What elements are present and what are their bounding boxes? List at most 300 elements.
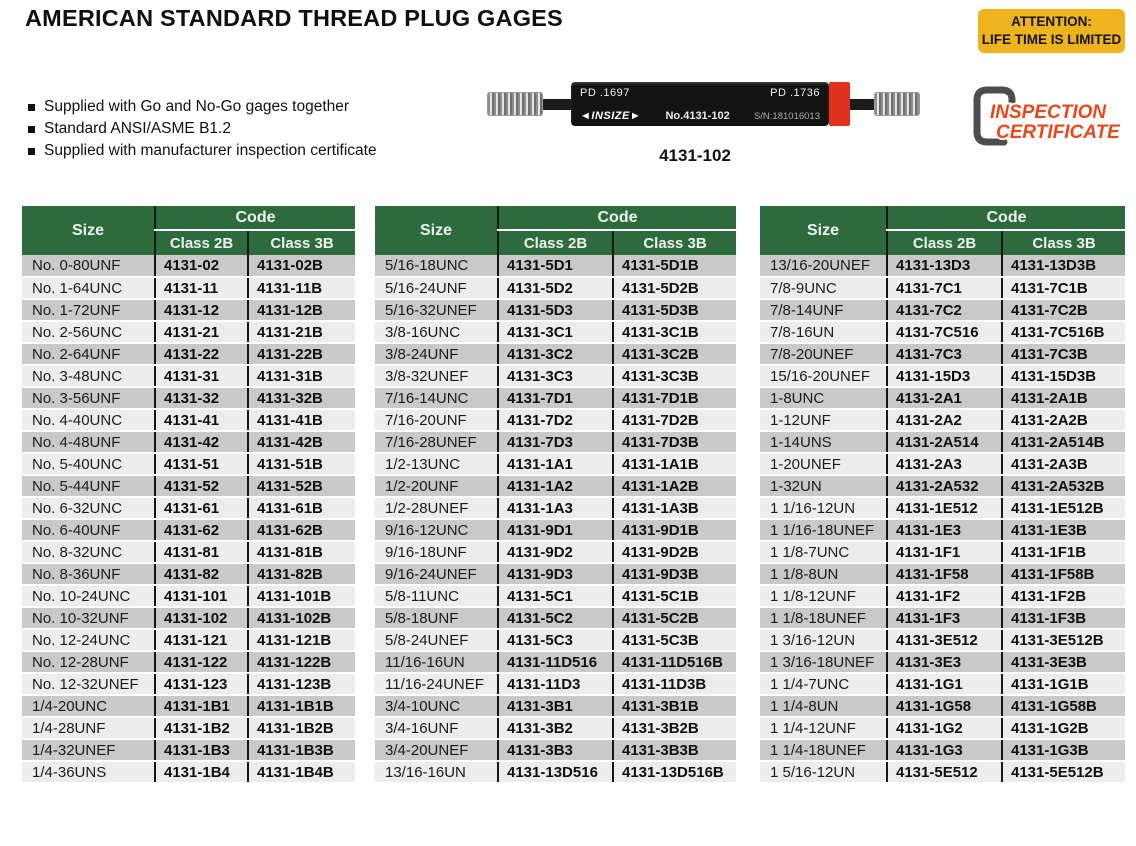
class2b-code-cell: 4131-3E3 bbox=[887, 651, 1002, 673]
bullet-icon bbox=[28, 126, 35, 133]
size-cell: No. 6-40UNF bbox=[22, 519, 155, 541]
gage-model-number: No.4131-102 bbox=[665, 110, 730, 122]
table-row bbox=[22, 541, 355, 563]
table-row bbox=[375, 343, 736, 365]
table-row bbox=[760, 563, 1125, 585]
size-cell: 5/16-18UNC bbox=[375, 255, 498, 277]
column-header-class2b: Class 2B bbox=[887, 230, 1002, 255]
attention-line2: LIFE TIME IS LIMITED bbox=[981, 32, 1122, 47]
size-cell: 7/8-14UNF bbox=[760, 299, 887, 321]
class2b-code-cell: 4131-51 bbox=[155, 453, 248, 475]
size-cell: 1/2-28UNEF bbox=[375, 497, 498, 519]
size-cell: 1 1/16-12UN bbox=[760, 497, 887, 519]
size-cell: 5/16-24UNF bbox=[375, 277, 498, 299]
table-row bbox=[22, 673, 355, 695]
class3b-code-cell: 4131-7D3B bbox=[613, 431, 736, 453]
size-cell: 1 1/8-8UN bbox=[760, 563, 887, 585]
feature-text: Supplied with Go and No-Go gages together bbox=[44, 98, 350, 115]
table-row bbox=[760, 761, 1125, 783]
table-row bbox=[22, 497, 355, 519]
class3b-code-cell: 4131-3C3B bbox=[613, 365, 736, 387]
class3b-code-cell: 4131-7C3B bbox=[1002, 343, 1125, 365]
table-row bbox=[375, 387, 736, 409]
class2b-code-cell: 4131-82 bbox=[155, 563, 248, 585]
class3b-code-cell: 4131-1G2B bbox=[1002, 717, 1125, 739]
size-cell: 15/16-20UNEF bbox=[760, 365, 887, 387]
table-row bbox=[760, 255, 1125, 277]
class3b-code-cell: 4131-3C1B bbox=[613, 321, 736, 343]
size-cell: No. 1-64UNC bbox=[22, 277, 155, 299]
column-header-code: Code bbox=[498, 206, 736, 230]
size-cell: No. 8-36UNF bbox=[22, 563, 155, 585]
inspection-certificate-icon bbox=[972, 82, 1130, 150]
size-cell: 1 1/4-7UNC bbox=[760, 673, 887, 695]
class2b-code-cell: 4131-123 bbox=[155, 673, 248, 695]
table-row bbox=[22, 431, 355, 453]
class2b-code-cell: 4131-1F3 bbox=[887, 607, 1002, 629]
class2b-code-cell: 4131-61 bbox=[155, 497, 248, 519]
table-row bbox=[375, 497, 736, 519]
nogo-thread-end bbox=[874, 92, 920, 116]
table-row bbox=[22, 343, 355, 365]
class2b-code-cell: 4131-3C2 bbox=[498, 343, 613, 365]
column-header-size: Size bbox=[22, 206, 155, 255]
class2b-code-cell: 4131-41 bbox=[155, 409, 248, 431]
class2b-code-cell: 4131-5D3 bbox=[498, 299, 613, 321]
feature-text: Supplied with manufacturer inspection certificate bbox=[44, 142, 377, 159]
feature-list bbox=[28, 96, 377, 162]
class2b-code-cell: 4131-11D516 bbox=[498, 651, 613, 673]
class3b-code-cell: 4131-9D1B bbox=[613, 519, 736, 541]
class2b-code-cell: 4131-1A2 bbox=[498, 475, 613, 497]
table-row bbox=[760, 629, 1125, 651]
class3b-code-cell: 4131-101B bbox=[248, 585, 355, 607]
table-row bbox=[760, 541, 1125, 563]
class2b-code-cell: 4131-5C2 bbox=[498, 607, 613, 629]
class2b-code-cell: 4131-7C3 bbox=[887, 343, 1002, 365]
class3b-code-cell: 4131-2A514B bbox=[1002, 431, 1125, 453]
table-row bbox=[760, 519, 1125, 541]
class3b-code-cell: 4131-2A532B bbox=[1002, 475, 1125, 497]
class2b-code-cell: 4131-52 bbox=[155, 475, 248, 497]
class3b-code-cell: 4131-1A3B bbox=[613, 497, 736, 519]
table-row bbox=[760, 277, 1125, 299]
class3b-code-cell: 4131-7C2B bbox=[1002, 299, 1125, 321]
class3b-code-cell: 4131-81B bbox=[248, 541, 355, 563]
feature-item bbox=[28, 118, 377, 140]
table-row bbox=[760, 299, 1125, 321]
table-row bbox=[760, 651, 1125, 673]
size-cell: 1 5/16-12UN bbox=[760, 761, 887, 783]
class3b-code-cell: 4131-62B bbox=[248, 519, 355, 541]
class2b-code-cell: 4131-5E512 bbox=[887, 761, 1002, 783]
pd-right-label: PD .1736 bbox=[770, 87, 820, 99]
class2b-code-cell: 4131-1A3 bbox=[498, 497, 613, 519]
size-cell: 9/16-12UNC bbox=[375, 519, 498, 541]
class3b-code-cell: 4131-7C516B bbox=[1002, 321, 1125, 343]
gage-shaft bbox=[543, 99, 571, 110]
class2b-code-cell: 4131-1F58 bbox=[887, 563, 1002, 585]
size-cell: 5/8-24UNEF bbox=[375, 629, 498, 651]
table-row bbox=[22, 563, 355, 585]
gage-marking-bottom bbox=[580, 110, 820, 122]
class2b-code-cell: 4131-1G2 bbox=[887, 717, 1002, 739]
class3b-code-cell: 4131-7C1B bbox=[1002, 277, 1125, 299]
size-cell: 7/16-20UNF bbox=[375, 409, 498, 431]
table-row bbox=[760, 673, 1125, 695]
thread-gage-table-3 bbox=[760, 206, 1125, 784]
class3b-code-cell: 4131-1B1B bbox=[248, 695, 355, 717]
class2b-code-cell: 4131-42 bbox=[155, 431, 248, 453]
size-cell: No. 5-40UNC bbox=[22, 453, 155, 475]
size-cell: 3/4-10UNC bbox=[375, 695, 498, 717]
table-row bbox=[760, 453, 1125, 475]
class3b-code-cell: 4131-11D516B bbox=[613, 651, 736, 673]
size-cell: 1 1/8-12UNF bbox=[760, 585, 887, 607]
class2b-code-cell: 4131-5D2 bbox=[498, 277, 613, 299]
class3b-code-cell: 4131-3E512B bbox=[1002, 629, 1125, 651]
class2b-code-cell: 4131-1B3 bbox=[155, 739, 248, 761]
table-row bbox=[375, 431, 736, 453]
class2b-code-cell: 4131-11 bbox=[155, 277, 248, 299]
class2b-code-cell: 4131-9D2 bbox=[498, 541, 613, 563]
table-row bbox=[375, 695, 736, 717]
class2b-code-cell: 4131-7C1 bbox=[887, 277, 1002, 299]
table-row bbox=[375, 321, 736, 343]
table-row bbox=[760, 739, 1125, 761]
class3b-code-cell: 4131-5C3B bbox=[613, 629, 736, 651]
table-row bbox=[22, 409, 355, 431]
table-row bbox=[760, 343, 1125, 365]
class3b-code-cell: 4131-1B4B bbox=[248, 761, 355, 783]
class2b-code-cell: 4131-12 bbox=[155, 299, 248, 321]
size-cell: No. 3-48UNC bbox=[22, 365, 155, 387]
class2b-code-cell: 4131-1B2 bbox=[155, 717, 248, 739]
table-row bbox=[375, 299, 736, 321]
size-cell: 1/4-36UNS bbox=[22, 761, 155, 783]
table-row bbox=[760, 497, 1125, 519]
table-row bbox=[22, 717, 355, 739]
size-cell: 11/16-24UNEF bbox=[375, 673, 498, 695]
class2b-code-cell: 4131-7D2 bbox=[498, 409, 613, 431]
table-row bbox=[760, 365, 1125, 387]
class2b-code-cell: 4131-32 bbox=[155, 387, 248, 409]
table-row bbox=[760, 431, 1125, 453]
table-row bbox=[22, 739, 355, 761]
table-row bbox=[760, 585, 1125, 607]
size-cell: 1/2-20UNF bbox=[375, 475, 498, 497]
class3b-code-cell: 4131-13D3B bbox=[1002, 255, 1125, 277]
table-row bbox=[375, 255, 736, 277]
nogo-red-band bbox=[829, 82, 850, 126]
table-row bbox=[760, 475, 1125, 497]
table-body bbox=[22, 255, 355, 783]
class2b-code-cell: 4131-3C1 bbox=[498, 321, 613, 343]
table-row bbox=[760, 607, 1125, 629]
size-cell: 7/8-16UN bbox=[760, 321, 887, 343]
class3b-code-cell: 4131-51B bbox=[248, 453, 355, 475]
class3b-code-cell: 4131-3B3B bbox=[613, 739, 736, 761]
class3b-code-cell: 4131-123B bbox=[248, 673, 355, 695]
table-row bbox=[22, 607, 355, 629]
class2b-code-cell: 4131-2A2 bbox=[887, 409, 1002, 431]
class3b-code-cell: 4131-5D2B bbox=[613, 277, 736, 299]
column-header-code: Code bbox=[155, 206, 355, 230]
class3b-code-cell: 4131-9D3B bbox=[613, 563, 736, 585]
size-cell: 1-8UNC bbox=[760, 387, 887, 409]
class2b-code-cell: 4131-1E3 bbox=[887, 519, 1002, 541]
insize-logo: ◄INSIZE► bbox=[580, 110, 642, 122]
attention-line1: ATTENTION: bbox=[1011, 13, 1092, 29]
table-row bbox=[375, 607, 736, 629]
size-cell: 1 1/4-18UNEF bbox=[760, 739, 887, 761]
size-cell: No. 6-32UNC bbox=[22, 497, 155, 519]
class2b-code-cell: 4131-9D3 bbox=[498, 563, 613, 585]
class2b-code-cell: 4131-11D3 bbox=[498, 673, 613, 695]
class3b-code-cell: 4131-1B2B bbox=[248, 717, 355, 739]
table-row bbox=[22, 277, 355, 299]
table-row bbox=[22, 365, 355, 387]
certificate-text-line2: CERTIFICATE bbox=[996, 122, 1120, 143]
table-row bbox=[760, 321, 1125, 343]
thread-plug-gage bbox=[487, 80, 929, 128]
class3b-code-cell: 4131-1F1B bbox=[1002, 541, 1125, 563]
feature-item bbox=[28, 96, 377, 118]
table-row bbox=[22, 761, 355, 783]
table-row bbox=[760, 695, 1125, 717]
size-cell: 3/4-16UNF bbox=[375, 717, 498, 739]
column-header-size: Size bbox=[760, 206, 887, 255]
size-cell: 5/8-18UNF bbox=[375, 607, 498, 629]
attention-badge bbox=[978, 9, 1125, 53]
product-photo bbox=[487, 80, 929, 190]
size-cell: No. 10-24UNC bbox=[22, 585, 155, 607]
size-cell: 1/4-20UNC bbox=[22, 695, 155, 717]
class3b-code-cell: 4131-7D1B bbox=[613, 387, 736, 409]
size-cell: 9/16-24UNEF bbox=[375, 563, 498, 585]
column-header-size: Size bbox=[375, 206, 498, 255]
class3b-code-cell: 4131-21B bbox=[248, 321, 355, 343]
class3b-code-cell: 4131-02B bbox=[248, 255, 355, 277]
class2b-code-cell: 4131-31 bbox=[155, 365, 248, 387]
class3b-code-cell: 4131-5D3B bbox=[613, 299, 736, 321]
go-thread-end bbox=[487, 92, 543, 116]
table-row bbox=[22, 453, 355, 475]
size-cell: No. 5-44UNF bbox=[22, 475, 155, 497]
size-cell: 1-20UNEF bbox=[760, 453, 887, 475]
table-row bbox=[760, 387, 1125, 409]
class2b-code-cell: 4131-1F2 bbox=[887, 585, 1002, 607]
size-cell: 5/16-32UNEF bbox=[375, 299, 498, 321]
class3b-code-cell: 4131-22B bbox=[248, 343, 355, 365]
class2b-code-cell: 4131-101 bbox=[155, 585, 248, 607]
size-cell: 3/4-20UNEF bbox=[375, 739, 498, 761]
size-cell: No. 2-64UNF bbox=[22, 343, 155, 365]
table-body bbox=[760, 255, 1125, 783]
table-row bbox=[22, 695, 355, 717]
class2b-code-cell: 4131-1G1 bbox=[887, 673, 1002, 695]
class3b-code-cell: 4131-1G3B bbox=[1002, 739, 1125, 761]
table-row bbox=[375, 739, 736, 761]
class3b-code-cell: 4131-42B bbox=[248, 431, 355, 453]
class2b-code-cell: 4131-5C1 bbox=[498, 585, 613, 607]
table-row bbox=[375, 761, 736, 783]
class3b-code-cell: 4131-31B bbox=[248, 365, 355, 387]
feature-text: Standard ANSI/ASME B1.2 bbox=[44, 120, 231, 137]
size-cell: 7/16-14UNC bbox=[375, 387, 498, 409]
class2b-code-cell: 4131-1E512 bbox=[887, 497, 1002, 519]
size-cell: No. 4-48UNF bbox=[22, 431, 155, 453]
thread-gage-table-2 bbox=[375, 206, 736, 784]
class3b-code-cell: 4131-41B bbox=[248, 409, 355, 431]
class3b-code-cell: 4131-1F3B bbox=[1002, 607, 1125, 629]
class3b-code-cell: 4131-5C1B bbox=[613, 585, 736, 607]
size-cell: No. 0-80UNF bbox=[22, 255, 155, 277]
column-header-class3b: Class 3B bbox=[248, 230, 355, 255]
size-cell: 3/8-16UNC bbox=[375, 321, 498, 343]
size-cell: 1/4-32UNEF bbox=[22, 739, 155, 761]
size-cell: 1 3/16-18UNEF bbox=[760, 651, 887, 673]
table-row bbox=[760, 409, 1125, 431]
feature-item bbox=[28, 140, 377, 162]
table-row bbox=[22, 255, 355, 277]
class2b-code-cell: 4131-2A3 bbox=[887, 453, 1002, 475]
size-cell: 3/8-24UNF bbox=[375, 343, 498, 365]
class3b-code-cell: 4131-2A3B bbox=[1002, 453, 1125, 475]
class3b-code-cell: 4131-121B bbox=[248, 629, 355, 651]
table-row bbox=[375, 651, 736, 673]
class2b-code-cell: 4131-7D1 bbox=[498, 387, 613, 409]
size-cell: 1-14UNS bbox=[760, 431, 887, 453]
class3b-code-cell: 4131-1E3B bbox=[1002, 519, 1125, 541]
class2b-code-cell: 4131-2A532 bbox=[887, 475, 1002, 497]
column-header-class3b: Class 3B bbox=[1002, 230, 1125, 255]
table-row bbox=[22, 299, 355, 321]
class2b-code-cell: 4131-9D1 bbox=[498, 519, 613, 541]
class3b-code-cell: 4131-2A1B bbox=[1002, 387, 1125, 409]
class2b-code-cell: 4131-13D3 bbox=[887, 255, 1002, 277]
size-cell: 1 1/8-7UNC bbox=[760, 541, 887, 563]
class2b-code-cell: 4131-7C2 bbox=[887, 299, 1002, 321]
table-row bbox=[375, 563, 736, 585]
table-row bbox=[22, 519, 355, 541]
size-cell: No. 12-28UNF bbox=[22, 651, 155, 673]
gage-marking-top bbox=[580, 87, 820, 99]
table-row bbox=[22, 475, 355, 497]
size-cell: 7/16-28UNEF bbox=[375, 431, 498, 453]
size-cell: 1/4-28UNF bbox=[22, 717, 155, 739]
table-row bbox=[22, 585, 355, 607]
class2b-code-cell: 4131-102 bbox=[155, 607, 248, 629]
class3b-code-cell: 4131-2A2B bbox=[1002, 409, 1125, 431]
size-cell: No. 4-40UNC bbox=[22, 409, 155, 431]
class2b-code-cell: 4131-3E512 bbox=[887, 629, 1002, 651]
class2b-code-cell: 4131-3B1 bbox=[498, 695, 613, 717]
class2b-code-cell: 4131-22 bbox=[155, 343, 248, 365]
size-cell: 3/8-32UNEF bbox=[375, 365, 498, 387]
class2b-code-cell: 4131-62 bbox=[155, 519, 248, 541]
class2b-code-cell: 4131-121 bbox=[155, 629, 248, 651]
column-header-code: Code bbox=[887, 206, 1125, 230]
class2b-code-cell: 4131-3B2 bbox=[498, 717, 613, 739]
size-cell: 7/8-9UNC bbox=[760, 277, 887, 299]
table-row bbox=[375, 409, 736, 431]
class2b-code-cell: 4131-13D516 bbox=[498, 761, 613, 783]
table-row bbox=[375, 717, 736, 739]
class3b-code-cell: 4131-11B bbox=[248, 277, 355, 299]
size-cell: No. 12-24UNC bbox=[22, 629, 155, 651]
size-cell: 5/8-11UNC bbox=[375, 585, 498, 607]
certificate-text-line1: INSPECTION bbox=[990, 102, 1107, 123]
table-row bbox=[375, 365, 736, 387]
size-cell: 1-12UNF bbox=[760, 409, 887, 431]
class2b-code-cell: 4131-122 bbox=[155, 651, 248, 673]
column-header-class2b: Class 2B bbox=[155, 230, 248, 255]
size-cell: 1 3/16-12UN bbox=[760, 629, 887, 651]
size-cell: 1 1/16-18UNEF bbox=[760, 519, 887, 541]
product-caption: 4131-102 bbox=[659, 146, 731, 165]
table-row bbox=[375, 519, 736, 541]
table-row bbox=[375, 673, 736, 695]
class2b-code-cell: 4131-1B1 bbox=[155, 695, 248, 717]
size-cell: 11/16-16UN bbox=[375, 651, 498, 673]
class2b-code-cell: 4131-2A1 bbox=[887, 387, 1002, 409]
class2b-code-cell: 4131-1A1 bbox=[498, 453, 613, 475]
bullet-icon bbox=[28, 104, 35, 111]
size-cell: No. 12-32UNEF bbox=[22, 673, 155, 695]
class2b-code-cell: 4131-5D1 bbox=[498, 255, 613, 277]
size-cell: 1 1/4-12UNF bbox=[760, 717, 887, 739]
size-cell: 1 1/4-8UN bbox=[760, 695, 887, 717]
class3b-code-cell: 4131-61B bbox=[248, 497, 355, 519]
class3b-code-cell: 4131-13D516B bbox=[613, 761, 736, 783]
gage-serial-number: S/N:181016013 bbox=[753, 111, 820, 122]
table-body bbox=[375, 255, 736, 783]
table-row bbox=[375, 277, 736, 299]
class3b-code-cell: 4131-3B2B bbox=[613, 717, 736, 739]
class3b-code-cell: 4131-3B1B bbox=[613, 695, 736, 717]
table-row bbox=[375, 475, 736, 497]
class3b-code-cell: 4131-5E512B bbox=[1002, 761, 1125, 783]
class3b-code-cell: 4131-82B bbox=[248, 563, 355, 585]
class3b-code-cell: 4131-1A1B bbox=[613, 453, 736, 475]
bullet-icon bbox=[28, 148, 35, 155]
size-cell: 9/16-18UNF bbox=[375, 541, 498, 563]
class3b-code-cell: 4131-1G58B bbox=[1002, 695, 1125, 717]
class3b-code-cell: 4131-1F2B bbox=[1002, 585, 1125, 607]
table-row bbox=[375, 453, 736, 475]
size-cell: 1 1/8-18UNEF bbox=[760, 607, 887, 629]
table-row bbox=[375, 541, 736, 563]
class3b-code-cell: 4131-102B bbox=[248, 607, 355, 629]
table-row bbox=[760, 717, 1125, 739]
thread-gage-table-1 bbox=[22, 206, 355, 784]
class2b-code-cell: 4131-7C516 bbox=[887, 321, 1002, 343]
size-cell: 1-32UN bbox=[760, 475, 887, 497]
class3b-code-cell: 4131-1G1B bbox=[1002, 673, 1125, 695]
size-cell: 13/16-20UNEF bbox=[760, 255, 887, 277]
table-row bbox=[22, 629, 355, 651]
class2b-code-cell: 4131-5C3 bbox=[498, 629, 613, 651]
pd-left-label: PD .1697 bbox=[580, 87, 630, 99]
gage-shaft bbox=[850, 99, 874, 110]
class3b-code-cell: 4131-1B3B bbox=[248, 739, 355, 761]
class3b-code-cell: 4131-52B bbox=[248, 475, 355, 497]
column-header-class3b: Class 3B bbox=[613, 230, 736, 255]
size-cell: 7/8-20UNEF bbox=[760, 343, 887, 365]
class3b-code-cell: 4131-9D2B bbox=[613, 541, 736, 563]
gage-handle bbox=[571, 82, 829, 126]
